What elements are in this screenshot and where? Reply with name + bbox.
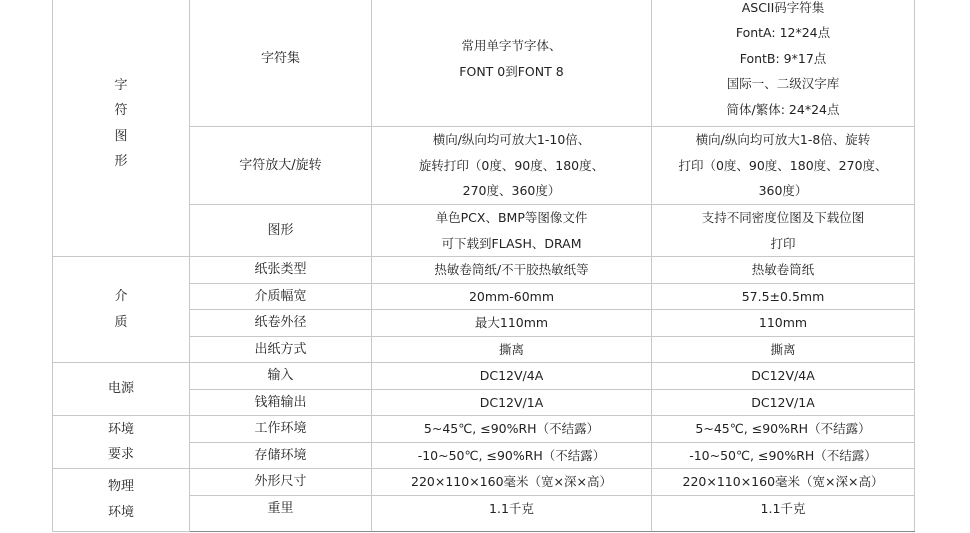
value-storage-env-a: -10~50℃, ≤90%RH（不结露） (372, 442, 652, 469)
value-charset-a: 常用单字节字体、 FONT 0到FONT 8 (372, 0, 652, 127)
label-char-scale: 字符放大/旋转 (190, 127, 372, 205)
spec-table (52, 0, 915, 532)
value-storage-env-b: -10~50℃, ≤90%RH（不结露） (652, 442, 915, 469)
category-font-graphics (53, 0, 190, 257)
label-media-width: 介质幅宽 (190, 283, 372, 310)
value-dimensions-a: 220×110×160毫米（宽×深×高） (372, 469, 652, 496)
value-char-scale-a: 横向/纵向均可放大1-10倍、 旋转打印（0度、90度、180度、 270度、360度） (372, 127, 652, 205)
value-paper-type-b: 热敏卷筒纸 (652, 257, 915, 284)
label-weight: 重里 (190, 495, 372, 531)
value-cash-drawer-a: DC12V/1A (372, 389, 652, 416)
cat-char: 字 (114, 77, 128, 93)
label-input: 输入 (190, 363, 372, 390)
value-graphics-a: 单色PCX、BMP等图像文件 可下载到FLASH、DRAM (372, 205, 652, 257)
value-work-env-b: 5~45℃, ≤90%RH（不结露） (652, 416, 915, 443)
category-media: 介 质 (53, 257, 190, 363)
category-environment: 环境 要求 (53, 416, 190, 469)
value-media-width-a: 20mm-60mm (372, 283, 652, 310)
value-input-a: DC12V/4A (372, 363, 652, 390)
cat-char: 形 (114, 154, 128, 169)
value-roll-diameter-b: 110mm (652, 310, 915, 337)
value-work-env-a: 5~45℃, ≤90%RH（不结露） (372, 416, 652, 443)
label-cash-drawer: 钱箱输出 (190, 389, 372, 416)
value-input-b: DC12V/4A (652, 363, 915, 390)
value-charset-b: ASCII码字符集 FontA: 12*24点 FontB: 9*17点 国际一、二级汉字库 简体/繁体: 24*24点 (652, 0, 915, 127)
value-graphics-b: 支持不同密度位图及下载位图 打印 (652, 205, 915, 257)
value-weight-b: 1.1千克 (652, 495, 915, 531)
category-physical: 物理 环境 (53, 469, 190, 532)
label-work-env: 工作环境 (190, 416, 372, 443)
label-roll-diameter: 纸卷外径 (190, 310, 372, 337)
cat-char: 图 (114, 128, 128, 144)
value-cash-drawer-b: DC12V/1A (652, 389, 915, 416)
value-weight-a: 1.1千克 (372, 495, 652, 531)
label-paper-output: 出纸方式 (190, 336, 372, 363)
label-dimensions: 外形尺寸 (190, 469, 372, 496)
cat-spacer (53, 175, 189, 201)
label-graphics: 图形 (190, 205, 372, 257)
cat-char (53, 47, 189, 73)
cat-char: 符 (114, 103, 128, 118)
value-paper-output-b: 撕离 (652, 336, 915, 363)
value-media-width-b: 57.5±0.5mm (652, 283, 915, 310)
value-dimensions-b: 220×110×160毫米（宽×深×高） (652, 469, 915, 496)
value-roll-diameter-a: 最大110mm (372, 310, 652, 337)
spec-table-container (52, 0, 914, 532)
category-power: 电源 (53, 363, 190, 416)
label-charset: 字符集 (190, 0, 372, 127)
label-storage-env: 存储环境 (190, 442, 372, 469)
value-paper-type-a: 热敏卷筒纸/不干胶热敏纸等 (372, 257, 652, 284)
label-paper-type: 纸张类型 (190, 257, 372, 284)
value-paper-output-a: 撕离 (372, 336, 652, 363)
value-char-scale-b: 横向/纵向均可放大1-8倍、旋转 打印（0度、90度、180度、270度、 360度） (652, 127, 915, 205)
